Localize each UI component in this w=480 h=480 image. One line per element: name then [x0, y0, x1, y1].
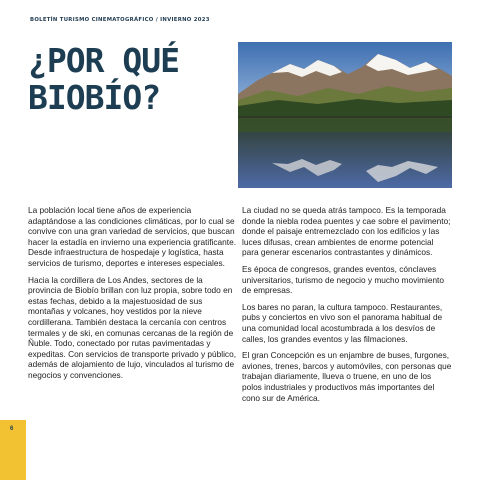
publication-header: BOLETÍN TURISMO CINEMATOGRÁFICO / INVIERNO 2023	[30, 17, 210, 23]
right-paragraph-2: Es época de congresos, grandes eventos, cónclaves universitarios, turismo de negocio y mucho movimiento de empresas.	[242, 263, 444, 296]
right-column	[242, 205, 452, 409]
right-paragraph-4: El gran Concepción es un enjambre de buses, furgones, aviones, trenes, barcos y automóviles, con personas que trabajan diariamente, llueva o truene, en uno de los polos industriales y productivos más importantes del cono sur de América.	[242, 350, 452, 403]
page-number-tab	[0, 420, 26, 480]
left-paragraph-2: Hacia la cordillera de Los Andes, sectores de la provincia de Biobío brillan con luz propia, sobre todo en estas fechas, debido a la majestuosidad de sus montañas y volcanes, hoy vestidos por la nieve cordillerana. También destaca la cercanía con centros termales y de ski, en comunas cercanas de la región de Ñuble. Todo, conectado por rutas pavimentadas y expeditas. Con servicios de transporte privado y público, además de alojamiento de lujo, vinculados al turismo de negocios y convenciones.	[28, 274, 236, 380]
page-title	[28, 42, 179, 116]
page-title-line-2: BIOBÍO?	[28, 78, 161, 117]
page-title-line-1: ¿POR QUÉ	[28, 41, 179, 80]
right-paragraph-3: Los bares no paran, la cultura tampoco. Restaurantes, pubs y conciertos en vivo son el panorama habitual de una comunidad local acostumbrada a los desvíos de calles, los grandes eventos y las filmaciones.	[242, 301, 443, 344]
right-paragraph-1: La ciudad no se queda atrás tampoco. Es la temporada donde la niebla rodea puentes y cae sobre el pavimento; donde el paisaje entremezclado con los edificios y las luces difusas, crean ambientes de enorme potencial para generar escenarios contrastantes y dinámicos.	[242, 205, 451, 258]
left-paragraph-1: La población local tiene años de experiencia adaptándose a las condiciones climáticas, por lo cual se convive con una gran variedad de servicios, que buscan hacer la estadía en invierno una experiencia gratificante. Desde infraestructura de hospedaje y logística, hasta servicios de turismo, deportes e intereses especiales.	[28, 205, 237, 268]
mountain-lake-image	[238, 42, 452, 188]
landscape-photo	[238, 42, 452, 188]
left-column	[28, 205, 238, 387]
page-number: 6	[10, 426, 14, 432]
